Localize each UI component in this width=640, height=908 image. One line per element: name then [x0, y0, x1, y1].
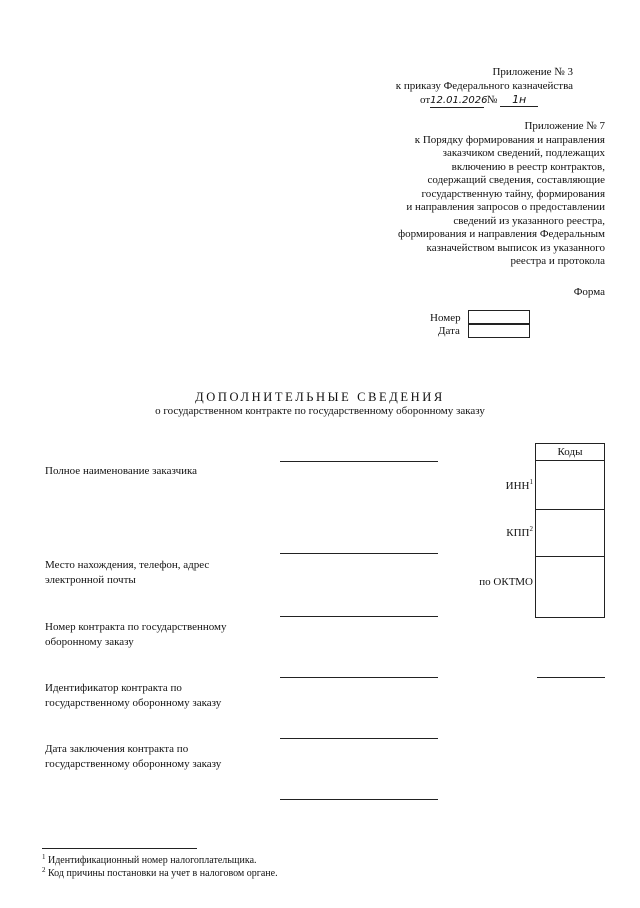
codes-header: Коды	[536, 444, 605, 461]
number-field[interactable]	[468, 310, 530, 324]
number-prefix: №	[486, 94, 498, 106]
contract-date-field[interactable]	[280, 799, 438, 800]
field-label-line: Идентификатор контракта по	[45, 682, 182, 694]
field-contract-number-label	[45, 620, 227, 650]
contract-id-field[interactable]	[280, 738, 438, 739]
field-contract-id-label	[45, 681, 221, 711]
kpp-label-text: КПП	[506, 527, 530, 539]
appendix7-line: формирования и направления Федеральным	[398, 228, 605, 240]
date-label: Дата	[438, 325, 460, 337]
field-location-label	[45, 558, 209, 588]
document-title: ДОПОЛНИТЕЛЬНЫЕ СВЕДЕНИЯ	[195, 390, 445, 404]
field-contract-date-label	[45, 742, 221, 772]
codes-extra-line[interactable]	[537, 677, 605, 678]
inn-cell[interactable]	[536, 461, 605, 510]
oktmo-cell[interactable]	[536, 557, 605, 618]
customer-name-field[interactable]	[280, 461, 438, 462]
field-customer-name-label	[45, 464, 197, 479]
field-label-line: оборонному заказу	[45, 636, 134, 648]
inn-label-text: ИНН	[505, 480, 530, 492]
appendix-order-text: к приказу Федерального казначейства	[395, 80, 573, 92]
date-field[interactable]	[468, 324, 530, 338]
appendix7-line: сведений из указанного реестра,	[453, 214, 605, 227]
kpp-footnote-mark: 2	[529, 525, 533, 533]
field-label-line: электронной почты	[45, 574, 136, 586]
field-label-line: государственному оборонному заказу	[45, 758, 222, 770]
footnote-1-mark: 1	[42, 853, 46, 861]
customer-name-field-line2[interactable]	[280, 553, 438, 554]
appendix-order-line	[396, 80, 573, 94]
field-label-line: Место нахождения, телефон, адрес	[45, 559, 210, 571]
order-number-handwritten: 1н	[500, 93, 538, 107]
appendix7-title: Приложение № 7	[524, 120, 605, 132]
appendix7-line: включению в реестр контрактов,	[451, 160, 605, 173]
oktmo-label: по ОКТМО	[479, 576, 533, 588]
appendix3-title: Приложение № 3	[492, 66, 573, 78]
appendix7-line: государственную тайну, формирования	[421, 187, 605, 200]
kpp-cell[interactable]	[536, 510, 605, 557]
footnote-separator	[42, 848, 197, 849]
footnote-2-mark: 2	[42, 866, 46, 874]
contract-number-field[interactable]	[280, 677, 438, 678]
footnote-1	[42, 855, 257, 866]
footnote-2-text: Код причины постановки на учет в налоговом органе.	[48, 868, 278, 879]
footnote-1-text: Идентификационный номер налогоплательщика.	[48, 855, 257, 866]
document-subtitle: о государственном контракте по государственному оборонному заказу	[155, 405, 485, 417]
order-date-handwritten: 12.01.2026	[430, 95, 488, 106]
appendix7-line: содержащий сведения, составляющие	[427, 174, 605, 186]
appendix7-line: казначейством выписок из указанного	[426, 241, 605, 254]
order-date-line	[420, 93, 538, 108]
appendix7-line: к Порядку формирования и направления	[414, 133, 605, 146]
footnote-2	[42, 868, 278, 879]
inn-label	[506, 480, 533, 492]
number-label: Номер	[430, 312, 461, 324]
field-label-line: Номер контракта по государственному	[45, 621, 227, 633]
appendix7-line: заказчиком сведений, подлежащих	[442, 147, 605, 159]
codes-table	[535, 443, 605, 618]
appendix-header	[492, 66, 573, 80]
field-label-line: государственному оборонному заказу	[45, 697, 222, 709]
field-label-line: Полное наименование заказчика	[45, 465, 198, 477]
inn-footnote-mark: 1	[529, 478, 533, 486]
form-label: Форма	[573, 286, 605, 298]
appendix7-line: и направления запросов о предоставлении	[406, 201, 605, 213]
location-field[interactable]	[280, 616, 438, 617]
appendix7-block	[398, 120, 605, 269]
appendix7-line: реестра и протокола	[510, 255, 605, 267]
kpp-label	[506, 527, 533, 539]
date-prefix: от	[420, 94, 431, 106]
field-label-line: Дата заключения контракта по	[45, 743, 189, 755]
